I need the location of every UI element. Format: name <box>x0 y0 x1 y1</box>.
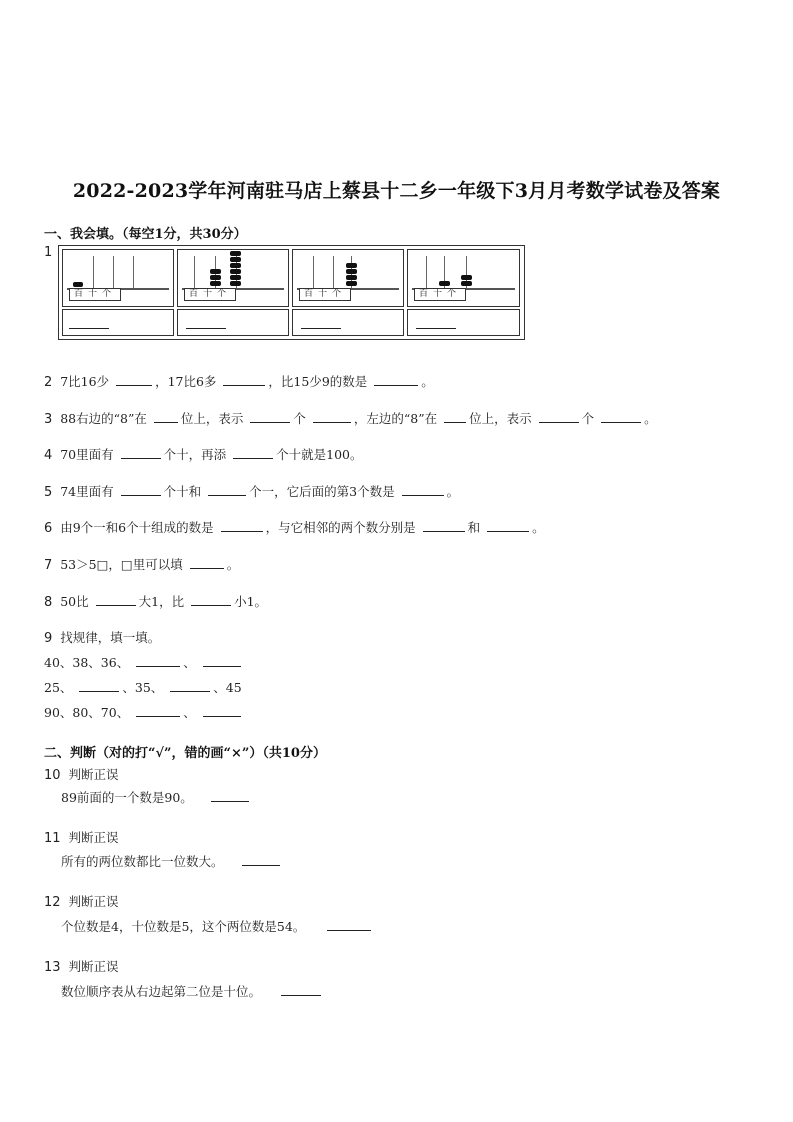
q9-r2-blank-1[interactable] <box>79 679 119 692</box>
q2-blank-2[interactable] <box>223 373 265 386</box>
q2-blank-1[interactable] <box>116 373 152 386</box>
page-title: 2022-2023学年河南驻马店上蔡县十二乡一年级下3月月考数学试卷及答案 <box>72 180 721 202</box>
q9-r3-blank-1[interactable] <box>136 704 180 717</box>
q3-blank-5[interactable] <box>539 410 579 423</box>
abacus-table <box>58 245 525 340</box>
q5: 5 74里面有 个十和 个一，它后面的第3个数是 。 <box>44 484 460 500</box>
q6: 6 由9个一和6个十组成的数是 ，与它相邻的两个数分别是 和 。 <box>44 520 545 536</box>
abacus-cell-4 <box>407 249 520 307</box>
abacus-cell-3 <box>292 249 404 307</box>
answer-cell-3[interactable] <box>292 309 404 336</box>
q13-text: 数位顺序表从右边起第二位是十位。 <box>61 982 324 1000</box>
q3-blank-4[interactable] <box>444 410 466 423</box>
q6-blank-3[interactable] <box>487 519 529 532</box>
q12-blank[interactable] <box>327 918 371 931</box>
q4-blank-2[interactable] <box>233 446 273 459</box>
q11-blank[interactable] <box>242 853 280 866</box>
q12-text: 个位数是4，十位数是5，这个两位数是54。 <box>61 917 374 935</box>
q9-r3-blank-2[interactable] <box>203 704 241 717</box>
q5-blank-3[interactable] <box>402 483 444 496</box>
abacus-cell-1 <box>62 249 174 307</box>
q7-blank-1[interactable] <box>190 556 224 569</box>
section-2-title: 二、判断（对的打“√”，错的画“×”）（共10分） <box>44 746 326 761</box>
q13-blank[interactable] <box>281 983 321 996</box>
q9-r2-blank-2[interactable] <box>170 679 210 692</box>
q11-head: 11 判断正误 <box>44 830 119 846</box>
q4: 4 70里面有 个十，再添 个十就是100。 <box>44 447 363 463</box>
q1-number: 1 <box>44 245 53 260</box>
place-label-2: 百十个 <box>184 288 236 301</box>
q6-blank-1[interactable] <box>221 519 263 532</box>
q10-blank[interactable] <box>211 789 249 802</box>
q4-blank-1[interactable] <box>121 446 161 459</box>
q3-blank-6[interactable] <box>601 410 641 423</box>
q8-blank-2[interactable] <box>191 593 231 606</box>
q11-text: 所有的两位数都比一位数大。 <box>61 852 283 870</box>
q8: 8 50比 大1，比 小1。 <box>44 594 268 610</box>
q9: 9 找规律，填一填。 <box>44 630 161 646</box>
q10-text: 89前面的一个数是90。 <box>61 788 252 806</box>
q9-r1-blank-2[interactable] <box>203 654 241 667</box>
section-1-title: 一、我会填。（每空1分，共30分） <box>44 227 247 242</box>
answer-cell-4[interactable] <box>407 309 520 336</box>
q2: 2 7比16少 ，17比6多 ，比15少9的数是 。 <box>44 374 434 390</box>
q9-row-1: 40、38、36、 、 <box>44 653 244 671</box>
place-label-1: 百十个 <box>69 288 121 301</box>
q2-blank-3[interactable] <box>374 373 418 386</box>
answer-cell-2[interactable] <box>177 309 289 336</box>
q12-head: 12 判断正误 <box>44 894 119 910</box>
q9-row-2: 25、 、35、 、45 <box>44 680 242 695</box>
q5-blank-1[interactable] <box>121 483 161 496</box>
q10-head: 10 判断正误 <box>44 767 119 783</box>
place-label-3: 百十个 <box>299 288 351 301</box>
q9-row-3: 90、80、70、 、 <box>44 703 244 721</box>
q3-blank-2[interactable] <box>250 410 290 423</box>
answer-cell-1[interactable] <box>62 309 174 336</box>
q5-blank-2[interactable] <box>208 483 246 496</box>
place-label-4: 百十个 <box>414 288 466 301</box>
q13-head: 13 判断正误 <box>44 959 119 975</box>
abacus-cell-2 <box>177 249 289 307</box>
q3: 3 88右边的“8”在 位上，表示 个 ，左边的“8”在 位上，表示 个 。 <box>44 411 657 427</box>
q9-r1-blank-1[interactable] <box>136 654 180 667</box>
q8-blank-1[interactable] <box>96 593 136 606</box>
q7: 7 53＞5□，□里可以填 。 <box>44 557 240 573</box>
q3-blank-3[interactable] <box>313 410 351 423</box>
q3-blank-1[interactable] <box>154 410 178 423</box>
q6-blank-2[interactable] <box>423 519 465 532</box>
